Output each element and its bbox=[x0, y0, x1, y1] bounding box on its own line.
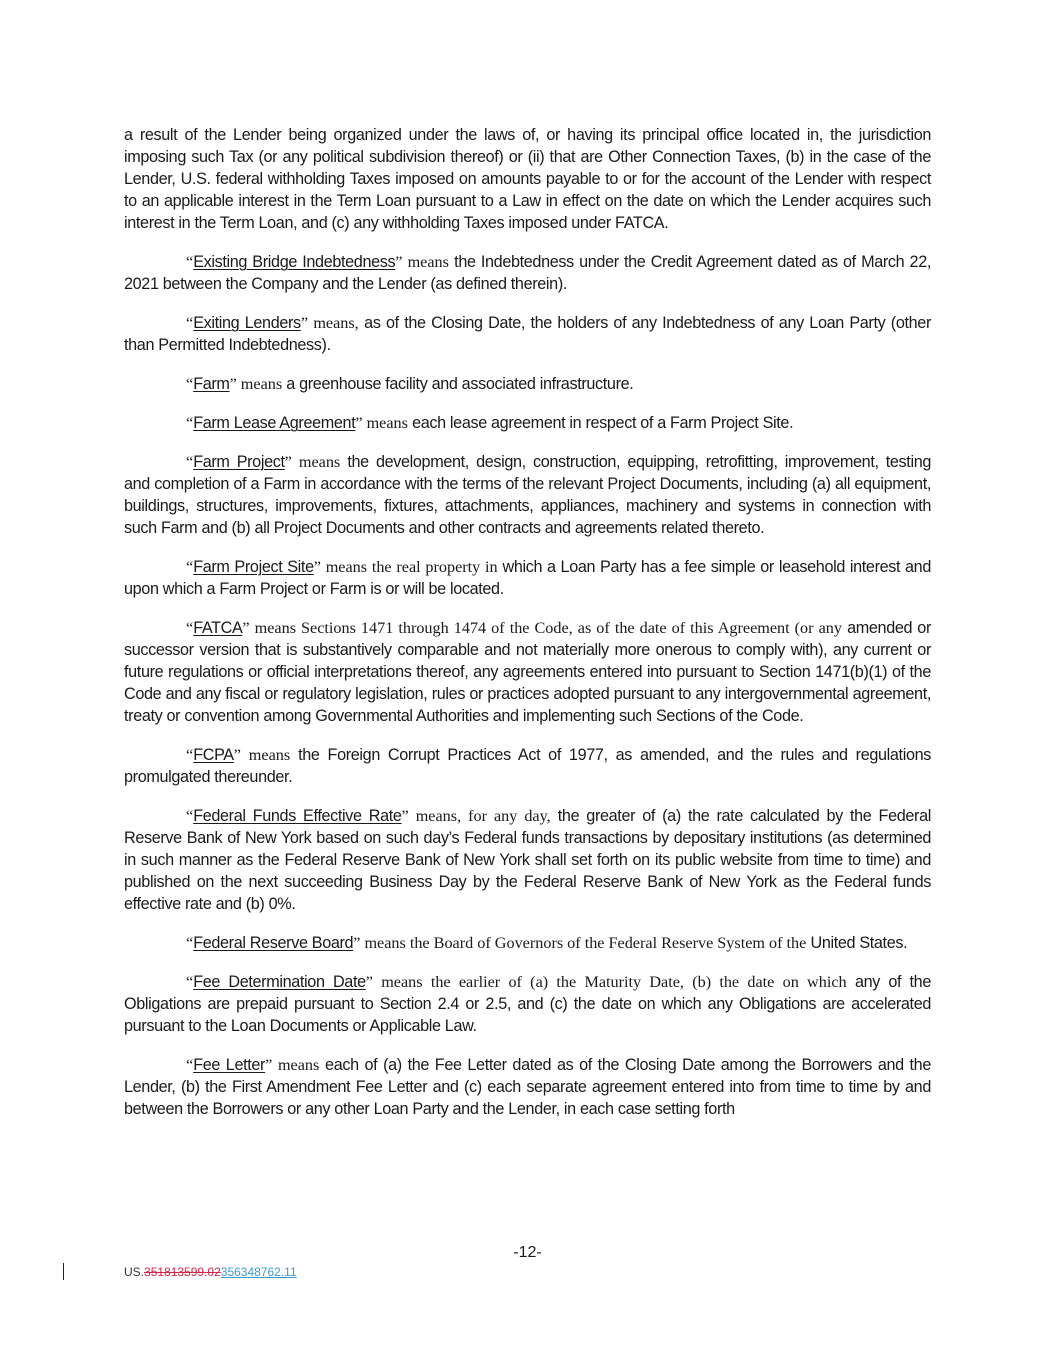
defined-term: Fee Letter bbox=[193, 1056, 266, 1074]
intro-paragraph: a result of the Lender being organized under the laws of, or having its principal office located in, the jurisdiction imposing such Tax (or any political subdivision thereof) or (ii) that are Other Connection Taxes, (b) in the case of the Lender, U.S. federal withholding Taxes imposed on amounts payable to or for the account of the Lender with respect to an applicable interest in the Term Loan pursuant to a Law in effect on the date on which the Lender acquires such interest in the Term Loan, and (c) any withholding Taxes imposed under FATCA. bbox=[124, 126, 931, 232]
change-bar bbox=[63, 1263, 64, 1280]
close-quote: ” bbox=[401, 807, 409, 825]
open-quote: “ bbox=[186, 453, 194, 471]
definition-paragraph bbox=[124, 412, 931, 434]
means-text: means Sections 1471 through 1474 of the Code, as of the date of this Agreement (or any bbox=[249, 619, 842, 637]
close-quote: ” bbox=[395, 253, 403, 271]
definitions-list bbox=[124, 251, 931, 1120]
defined-term: Farm bbox=[193, 375, 230, 393]
definition-paragraph bbox=[124, 617, 931, 727]
means-text: means the earlier of (a) the Maturity Date, (b) the date on which bbox=[372, 973, 847, 991]
close-quote: ” bbox=[355, 414, 363, 432]
definition-body: amended or successor version that is substantively comparable and not materially more onerous to comply with), any current or future regulations or official interpretations thereof, any agreements entered into pursuant to Section 1471(b)(1) of the Code and any fiscal or regulatory legislation, rules or practices adopted pursuant to any intergovernmental agreement, treaty or convention among Governmental Authorities and implementing such Sections of the Code. bbox=[124, 619, 931, 725]
defined-term: FATCA bbox=[193, 619, 243, 637]
defined-term: Exiting Lenders bbox=[193, 314, 301, 332]
open-quote: “ bbox=[186, 807, 194, 825]
definition-body: the development, design, construction, equipping, retrofitting, improvement, testing and completion of a Farm in accordance with the terms of the relevant Project Documents, including (a) all equipment, buildings, structures, improvements, fixtures, attachments, appliances, machinery and systems in connection with such Farm and (b) all Project Documents and other contracts and agreements related thereto. bbox=[124, 453, 931, 537]
defined-term: FCPA bbox=[193, 746, 234, 764]
definition-paragraph bbox=[124, 971, 931, 1037]
close-quote: ” bbox=[265, 1056, 273, 1074]
means-text: means, for any day, bbox=[408, 807, 551, 825]
means-text: means the Board of Governors of the Federal Reserve System of the bbox=[360, 934, 807, 952]
definition-paragraph bbox=[124, 373, 931, 395]
definition-body: the Foreign Corrupt Practices Act of 1977, as amended, and the rules and regulations promulgated thereunder. bbox=[124, 746, 932, 786]
definition-body: each of (a) the Fee Letter dated as of the Closing Date among the Borrowers and the Lender, (b) the First Amendment Fee Letter and (c) each separate agreement entered into from time to time by and between the Borrowers or any other Loan Party and the Lender, in each case setting forth bbox=[124, 1056, 931, 1118]
defined-term: Fee Determination Date bbox=[193, 973, 366, 991]
definition-body: each lease agreement in respect of a Farm Project Site. bbox=[407, 414, 794, 432]
open-quote: “ bbox=[186, 1056, 194, 1074]
open-quote: “ bbox=[186, 558, 194, 576]
means-text: means, bbox=[308, 314, 359, 332]
open-quote: “ bbox=[186, 934, 194, 952]
definition-body: as of the Closing Date, the holders of any Indebtedness of any Loan Party (other than Permitted Indebtedness). bbox=[124, 314, 931, 354]
definition-paragraph bbox=[124, 312, 931, 356]
close-quote: ” bbox=[284, 453, 292, 471]
page-number: -12- bbox=[513, 1244, 542, 1261]
defined-term: Federal Reserve Board bbox=[193, 934, 354, 952]
definition-paragraph bbox=[124, 556, 931, 600]
open-quote: “ bbox=[186, 253, 194, 271]
definition-paragraph bbox=[124, 451, 931, 539]
defined-term: Federal Funds Effective Rate bbox=[193, 807, 402, 825]
open-quote: “ bbox=[186, 314, 194, 332]
close-quote: ” bbox=[365, 973, 373, 991]
means-text: means bbox=[402, 253, 449, 271]
definition-paragraph bbox=[124, 1054, 931, 1120]
document-page bbox=[124, 124, 931, 1137]
definition-paragraph bbox=[124, 932, 931, 954]
close-quote: ” bbox=[233, 746, 241, 764]
defined-term: Farm Project bbox=[193, 453, 285, 471]
definition-body: the greater of (a) the rate calculated by the Federal Reserve Bank of New York based on such day’s Federal funds transactions by depositary institutions (as determined in such manner as the Federal Reserve Bank of New York shall set forth on its public website from time to time) and published on the next succeeding Business Day by the Federal Reserve Bank of New York as the Federal funds effective rate and (b) 0%. bbox=[124, 807, 931, 913]
close-quote: ” bbox=[300, 314, 308, 332]
deleted-doc-id: 351813599.02 bbox=[144, 1265, 221, 1279]
means-text: means bbox=[272, 1056, 320, 1074]
document-footer-id bbox=[124, 1265, 297, 1279]
means-text: means bbox=[236, 375, 283, 393]
means-text: means bbox=[362, 414, 408, 432]
definition-body: a greenhouse facility and associated infrastructure. bbox=[282, 375, 634, 393]
means-text: means bbox=[291, 453, 341, 471]
close-quote: ” bbox=[229, 375, 237, 393]
means-text: means bbox=[240, 746, 291, 764]
open-quote: “ bbox=[186, 414, 194, 432]
definition-body: which a Loan Party has a fee simple or leasehold interest and upon which a Farm Project or Farm is or will be located. bbox=[124, 558, 931, 598]
definition-paragraph bbox=[124, 251, 931, 295]
definition-paragraph bbox=[124, 805, 931, 915]
footer-prefix: US. bbox=[124, 1265, 145, 1279]
close-quote: ” bbox=[313, 558, 321, 576]
defined-term: Farm Project Site bbox=[193, 558, 314, 576]
defined-term: Existing Bridge Indebtedness bbox=[193, 253, 396, 271]
open-quote: “ bbox=[186, 973, 194, 991]
definition-paragraph bbox=[124, 744, 931, 788]
defined-term: Farm Lease Agreement bbox=[193, 414, 356, 432]
close-quote: ” bbox=[353, 934, 361, 952]
definition-body: the Indebtedness under the Credit Agreement dated as of March 22, 2021 between the Company and the Lender (as defined therein). bbox=[124, 253, 931, 293]
close-quote: ” bbox=[242, 619, 250, 637]
open-quote: “ bbox=[186, 375, 194, 393]
definition-body: United States. bbox=[806, 934, 908, 952]
definition-body: any of the Obligations are prepaid pursuant to Section 2.4 or 2.5, and (c) the date on which any Obligations are accelerated pursuant to the Loan Documents or Applicable Law. bbox=[124, 973, 931, 1035]
inserted-doc-id[interactable]: 356348762.11 bbox=[220, 1265, 297, 1279]
open-quote: “ bbox=[186, 619, 194, 637]
means-text: means the real property in bbox=[320, 558, 498, 576]
open-quote: “ bbox=[186, 746, 194, 764]
